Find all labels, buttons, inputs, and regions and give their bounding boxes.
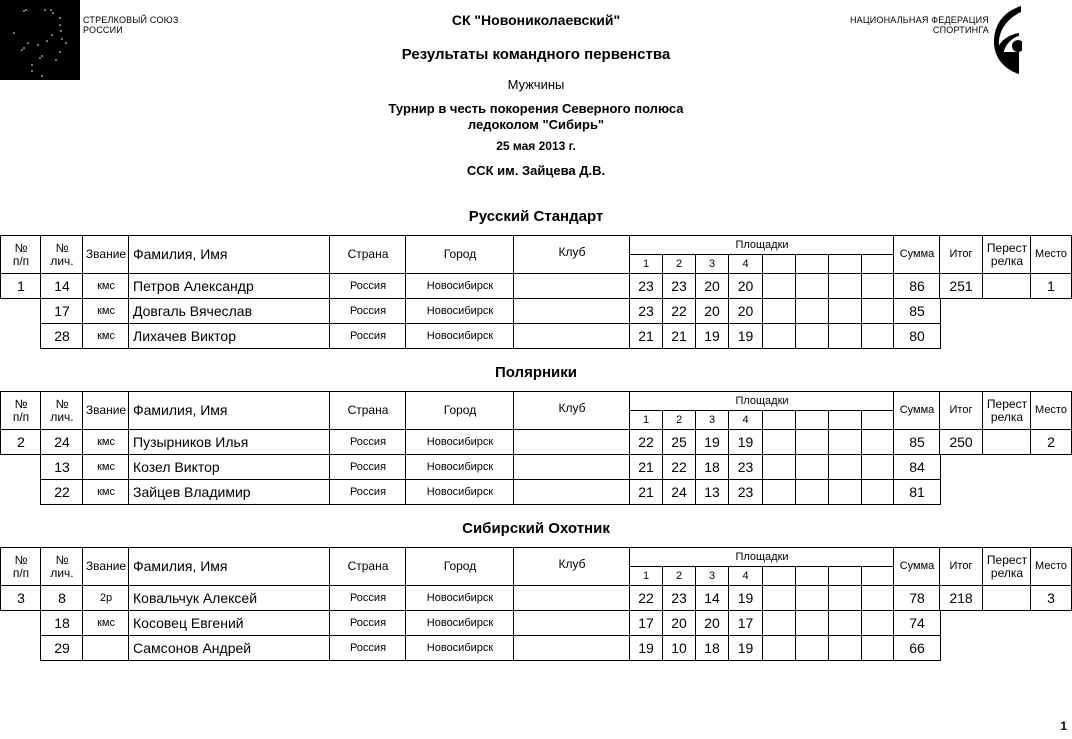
station-score: 25: [662, 429, 696, 455]
station-score: 23: [629, 298, 663, 324]
personal-number: 22: [40, 479, 84, 505]
header-name: Фамилия, Имя: [128, 547, 331, 586]
station-score: [828, 585, 862, 611]
shooter-name: Лихачев Виктор: [128, 323, 331, 349]
station-score: 19: [728, 429, 763, 455]
header-order-number-line2: п/п: [12, 409, 30, 424]
header-station-number: 2: [662, 254, 696, 274]
header-personal-number-line2: лич.: [50, 565, 74, 580]
club-name: СК "Новониколаевский": [451, 12, 621, 28]
header-city: Город: [405, 235, 515, 274]
station-score: 22: [662, 298, 696, 324]
shooter-rank: кмс: [82, 429, 130, 455]
station-score: [795, 429, 829, 455]
tournament-name: [0, 101, 1072, 133]
personal-number: 13: [40, 454, 84, 480]
header-club: Клуб: [513, 547, 631, 586]
header-station-number: 4: [728, 410, 763, 430]
station-score: 10: [662, 635, 696, 661]
header-order-number-line1: №: [14, 396, 28, 411]
header-station-number: 2: [662, 566, 696, 586]
team-order-number: 3: [0, 585, 42, 611]
station-score: 13: [695, 479, 729, 505]
station-score: 18: [695, 454, 729, 480]
personal-number: 24: [40, 429, 84, 455]
header-station-number: 1: [629, 410, 663, 430]
header-shootoff: [982, 547, 1032, 586]
station-score: [795, 273, 829, 299]
station-score: [795, 323, 829, 349]
shooter-club: [513, 635, 631, 661]
station-score: 23: [662, 273, 696, 299]
station-score: 24: [662, 479, 696, 505]
shooter-city: Новосибирск: [405, 585, 515, 611]
header-city: Город: [405, 547, 515, 586]
station-score: [762, 429, 796, 455]
shooter-country: Россия: [329, 323, 407, 349]
header-country: Страна: [329, 391, 407, 430]
station-score: 23: [728, 454, 763, 480]
shooter-club: [513, 298, 631, 324]
shooter-name: Козел Виктор: [128, 454, 331, 480]
station-score: [861, 429, 895, 455]
shooter-rank: кмс: [82, 273, 130, 299]
team-name: Сибирский Охотник: [462, 520, 610, 537]
header-name: Фамилия, Имя: [128, 235, 331, 274]
station-score: [861, 585, 895, 611]
header-station-number: [762, 254, 796, 274]
header-station-number: [762, 410, 796, 430]
station-score: 19: [728, 323, 763, 349]
header-total: Итог: [939, 391, 983, 430]
team-order-number: 2: [0, 429, 42, 455]
shooter-city: Новосибирск: [405, 429, 515, 455]
station-score: [828, 635, 862, 661]
shooter-club: [513, 454, 631, 480]
station-score: 23: [728, 479, 763, 505]
right-org-line1: НАЦИОНАЛЬНАЯ ФЕДЕРАЦИЯ: [849, 15, 989, 25]
station-score: 20: [662, 610, 696, 636]
header-order-number-line2: п/п: [12, 565, 30, 580]
header-personal-number: [40, 547, 84, 586]
station-score: 21: [629, 323, 663, 349]
team-name: Полярники: [494, 364, 578, 381]
header-shootoff: [982, 235, 1032, 274]
station-score: 22: [629, 429, 663, 455]
station-score: [861, 479, 895, 505]
personal-number: 8: [40, 585, 84, 611]
team-name: Русский Стандарт: [468, 208, 604, 225]
team-place: 2: [1030, 429, 1072, 455]
shooter-club: [513, 429, 631, 455]
header-country: Страна: [329, 235, 407, 274]
header-station-number: 2: [662, 410, 696, 430]
station-score: [795, 610, 829, 636]
shooter-city: Новосибирск: [405, 323, 515, 349]
shooter-rank: кмс: [82, 479, 130, 505]
station-score: [828, 323, 862, 349]
shooter-country: Россия: [329, 429, 407, 455]
header-personal-number-line1: №: [55, 396, 69, 411]
header-station-number: 4: [728, 566, 763, 586]
shooter-sum: 78: [893, 585, 941, 611]
shooter-city: Новосибирск: [405, 610, 515, 636]
header-order-number-line1: №: [14, 552, 28, 567]
station-score: [861, 610, 895, 636]
station-score: 21: [662, 323, 696, 349]
station-score: [861, 454, 895, 480]
station-score: [762, 479, 796, 505]
header-stations: Площадки: [629, 391, 895, 411]
header-personal-number-line2: лич.: [50, 409, 74, 424]
header-place: Место: [1030, 235, 1072, 274]
station-score: [828, 454, 862, 480]
header-station-number: [795, 410, 829, 430]
shooter-sum: 85: [893, 298, 941, 324]
shooter-club: [513, 585, 631, 611]
header-order-number: [0, 391, 42, 430]
header-club: Клуб: [513, 391, 631, 430]
shooter-sum: 84: [893, 454, 941, 480]
header-station-number: [861, 410, 895, 430]
shooter-country: Россия: [329, 273, 407, 299]
header-stations: Площадки: [629, 235, 895, 255]
station-score: 22: [629, 585, 663, 611]
header-station-number: [795, 566, 829, 586]
header-personal-number-line2: лич.: [50, 253, 74, 268]
station-score: [828, 479, 862, 505]
team-shootoff: [982, 585, 1032, 611]
station-score: 19: [629, 635, 663, 661]
station-score: 17: [629, 610, 663, 636]
header-station-number: [828, 566, 862, 586]
shooter-country: Россия: [329, 610, 407, 636]
shooter-city: Новосибирск: [405, 635, 515, 661]
station-score: [795, 454, 829, 480]
personal-number: 29: [40, 635, 84, 661]
header-shootoff-line1: Перест: [986, 552, 1028, 567]
station-score: 20: [695, 610, 729, 636]
shooter-rank: [82, 635, 130, 661]
header-shootoff-line1: Перест: [986, 396, 1028, 411]
header-station-number: 3: [695, 410, 729, 430]
header-stations: Площадки: [629, 547, 895, 567]
header-country: Страна: [329, 547, 407, 586]
header-city: Город: [405, 391, 515, 430]
header-order-number: [0, 547, 42, 586]
team-total: 218: [939, 585, 983, 611]
shooter-name: Довгаль Вячеслав: [128, 298, 331, 324]
header-sum: Сумма: [893, 235, 941, 274]
header-station-number: 1: [629, 566, 663, 586]
shooter-club: [513, 479, 631, 505]
shooter-rank: кмс: [82, 323, 130, 349]
header-station-number: [861, 254, 895, 274]
header-station-number: 4: [728, 254, 763, 274]
shooter-club: [513, 323, 631, 349]
left-org-line1: СТРЕЛКОВЫЙ СОЮЗ: [83, 15, 179, 25]
station-score: 20: [728, 273, 763, 299]
team-total: 251: [939, 273, 983, 299]
header-station-number: [828, 254, 862, 274]
station-score: 18: [695, 635, 729, 661]
shooter-rank: кмс: [82, 610, 130, 636]
station-score: [861, 323, 895, 349]
personal-number: 17: [40, 298, 84, 324]
personal-number: 14: [40, 273, 84, 299]
station-score: [762, 585, 796, 611]
gender-category: Мужчины: [507, 77, 565, 92]
header-place: Место: [1030, 547, 1072, 586]
station-score: 23: [629, 273, 663, 299]
personal-number: 28: [40, 323, 84, 349]
station-score: [861, 298, 895, 324]
right-org-line2: СПОРТИНГА: [932, 25, 989, 35]
station-score: [795, 585, 829, 611]
station-score: 19: [695, 429, 729, 455]
station-score: [828, 429, 862, 455]
header-sum: Сумма: [893, 547, 941, 586]
header-rank: Звание: [82, 391, 130, 430]
station-score: [795, 298, 829, 324]
station-score: [828, 610, 862, 636]
event-date: 25 мая 2013 г.: [496, 139, 576, 153]
shooter-sum: 85: [893, 429, 941, 455]
shooter-sum: 74: [893, 610, 941, 636]
shooter-country: Россия: [329, 635, 407, 661]
station-score: [762, 323, 796, 349]
shooter-sum: 80: [893, 323, 941, 349]
header-station-number: 1: [629, 254, 663, 274]
tournament-name-line1: Турнир в честь покорения Северного полюса: [388, 101, 684, 116]
station-score: 20: [695, 298, 729, 324]
header-personal-number-line1: №: [55, 552, 69, 567]
shooter-country: Россия: [329, 479, 407, 505]
header-station-number: [828, 410, 862, 430]
station-score: [795, 479, 829, 505]
station-score: 22: [662, 454, 696, 480]
team-place: 3: [1030, 585, 1072, 611]
shooter-name: Косовец Евгений: [128, 610, 331, 636]
shooter-country: Россия: [329, 585, 407, 611]
station-score: 14: [695, 585, 729, 611]
header-personal-number: [40, 391, 84, 430]
header-club: Клуб: [513, 235, 631, 274]
station-score: 19: [728, 635, 763, 661]
header-rank: Звание: [82, 547, 130, 586]
station-score: [762, 298, 796, 324]
header-station-number: 3: [695, 254, 729, 274]
venue-name: ССК им. Зайцева Д.В.: [466, 163, 606, 178]
header-order-number: [0, 235, 42, 274]
station-score: 20: [695, 273, 729, 299]
team-shootoff: [982, 273, 1032, 299]
header-name: Фамилия, Имя: [128, 391, 331, 430]
shooter-sum: 66: [893, 635, 941, 661]
page-number: 1: [1060, 719, 1067, 733]
station-score: [762, 635, 796, 661]
station-score: 23: [662, 585, 696, 611]
personal-number: 18: [40, 610, 84, 636]
header-personal-number-line1: №: [55, 240, 69, 255]
header-station-number: 3: [695, 566, 729, 586]
shooter-city: Новосибирск: [405, 454, 515, 480]
shooter-rank: кмс: [82, 298, 130, 324]
shooter-country: Россия: [329, 454, 407, 480]
header-station-number: [795, 254, 829, 274]
station-score: 19: [728, 585, 763, 611]
shooter-club: [513, 610, 631, 636]
station-score: 19: [695, 323, 729, 349]
header-rank: Звание: [82, 235, 130, 274]
station-score: 21: [629, 479, 663, 505]
station-score: 21: [629, 454, 663, 480]
shooter-name: Ковальчук Алексей: [128, 585, 331, 611]
header-place: Место: [1030, 391, 1072, 430]
station-score: [795, 635, 829, 661]
station-score: [861, 273, 895, 299]
header-station-number: [861, 566, 895, 586]
team-place: 1: [1030, 273, 1072, 299]
station-score: [762, 454, 796, 480]
shooter-sum: 81: [893, 479, 941, 505]
shooter-name: Самсонов Андрей: [128, 635, 331, 661]
shooter-rank: 2р: [82, 585, 130, 611]
header-total: Итог: [939, 547, 983, 586]
header-shootoff-line2: релка: [990, 565, 1024, 580]
header-station-number: [762, 566, 796, 586]
header-order-number-line1: №: [14, 240, 28, 255]
header-shootoff: [982, 391, 1032, 430]
header-total: Итог: [939, 235, 983, 274]
shooter-name: Петров Александр: [128, 273, 331, 299]
shooter-city: Новосибирск: [405, 298, 515, 324]
shooter-name: Зайцев Владимир: [128, 479, 331, 505]
header-shootoff-line1: Перест: [986, 240, 1028, 255]
header-sum: Сумма: [893, 391, 941, 430]
station-score: 20: [728, 298, 763, 324]
station-score: [762, 610, 796, 636]
header-personal-number: [40, 235, 84, 274]
team-shootoff: [982, 429, 1032, 455]
station-score: [762, 273, 796, 299]
left-org-line2: РОССИИ: [83, 25, 123, 35]
header-shootoff-line2: релка: [990, 253, 1024, 268]
station-score: [828, 298, 862, 324]
station-score: [861, 635, 895, 661]
header-shootoff-line2: релка: [990, 409, 1024, 424]
header-order-number-line2: п/п: [12, 253, 30, 268]
tournament-name-line2: ледоколом "Сибирь": [467, 117, 605, 132]
shooter-name: Пузырников Илья: [128, 429, 331, 455]
shooter-city: Новосибирск: [405, 479, 515, 505]
page-title: Результаты командного первенства: [401, 46, 671, 63]
station-score: [828, 273, 862, 299]
station-score: 17: [728, 610, 763, 636]
shooter-club: [513, 273, 631, 299]
shooter-sum: 86: [893, 273, 941, 299]
shooter-country: Россия: [329, 298, 407, 324]
team-order-number: 1: [0, 273, 42, 299]
shooter-city: Новосибирск: [405, 273, 515, 299]
shooter-rank: кмс: [82, 454, 130, 480]
team-total: 250: [939, 429, 983, 455]
